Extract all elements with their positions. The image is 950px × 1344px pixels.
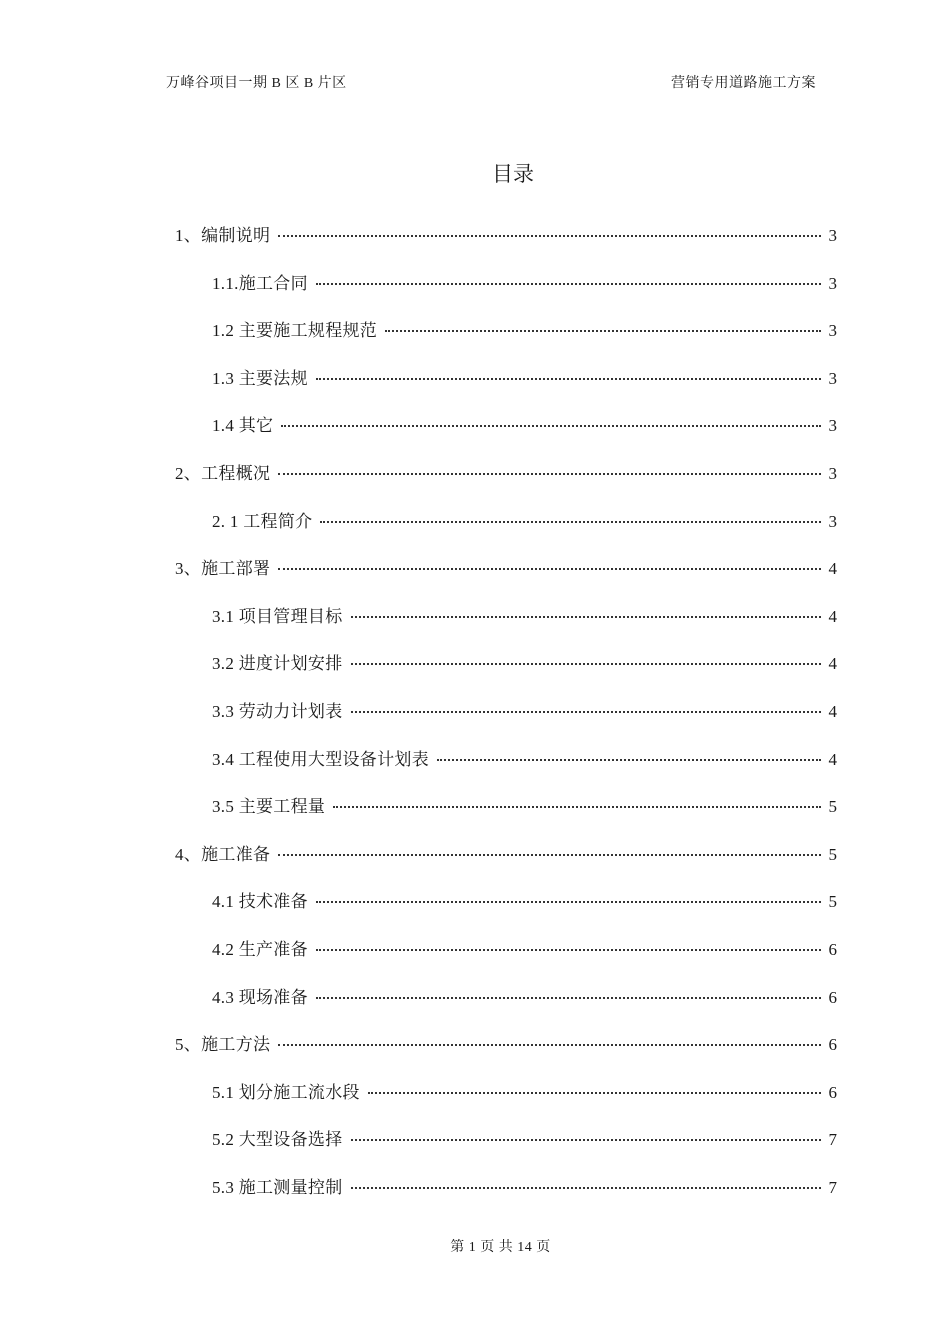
toc-entry-page-number: 3 — [828, 463, 837, 483]
toc-entry-page-number: 3 — [828, 511, 837, 531]
toc-dot-leader — [437, 759, 821, 761]
toc-entry[interactable] — [175, 270, 837, 318]
toc-entry-page-number: 5 — [828, 892, 837, 912]
toc-entry-text: 3.4 工程使用大型设备计划表 — [212, 749, 429, 769]
toc-entry[interactable] — [175, 650, 837, 698]
toc-entry-text: 3.2 进度计划安排 — [212, 654, 343, 674]
toc-dot-leader — [278, 568, 821, 570]
toc-entry-page-number: 7 — [828, 1177, 837, 1197]
toc-dot-leader — [278, 1044, 821, 1046]
toc-entry[interactable] — [175, 555, 837, 603]
toc-entry-page-number: 4 — [828, 654, 837, 674]
toc-entry-page-number: 3 — [828, 273, 837, 293]
toc-entry-text: 5.2 大型设备选择 — [212, 1130, 343, 1150]
table-of-contents — [175, 222, 837, 1221]
toc-entry[interactable] — [175, 460, 837, 508]
toc-entry-text: 5.3 施工测量控制 — [212, 1177, 343, 1197]
toc-entry-text: 5.1 划分施工流水段 — [212, 1082, 360, 1102]
toc-entry[interactable] — [175, 412, 837, 460]
page-footer: 第 1 页 共 14 页 — [450, 1240, 551, 1255]
toc-entry[interactable] — [175, 1079, 837, 1127]
toc-entry-text: 4.2 生产准备 — [212, 939, 308, 959]
toc-dot-leader — [351, 711, 822, 713]
toc-entry[interactable] — [175, 746, 837, 794]
toc-entry[interactable] — [175, 603, 837, 651]
toc-entry-text: 2. 1 工程简介 — [212, 511, 313, 531]
toc-entry-text: 1.1.施工合同 — [212, 273, 308, 293]
toc-entry-page-number: 6 — [828, 1035, 837, 1055]
toc-dot-leader — [281, 425, 821, 427]
toc-entry-text: 1.4 其它 — [212, 416, 274, 436]
toc-entry-page-number: 3 — [828, 321, 837, 341]
toc-dot-leader — [351, 1187, 822, 1189]
toc-entry-text: 2、工程概况 — [175, 463, 271, 483]
toc-entry-page-number: 4 — [828, 606, 837, 626]
toc-dot-leader — [278, 854, 821, 856]
toc-dot-leader — [320, 521, 821, 523]
toc-dot-leader — [351, 663, 822, 665]
toc-entry-text: 3.5 主要工程量 — [212, 797, 326, 817]
toc-entry-page-number: 4 — [828, 701, 837, 721]
toc-entry-text: 3.1 项目管理目标 — [212, 606, 343, 626]
toc-entry-page-number: 5 — [828, 797, 837, 817]
toc-dot-leader — [316, 283, 821, 285]
toc-entry[interactable] — [175, 841, 837, 889]
toc-dot-leader — [278, 235, 821, 237]
toc-entry-page-number: 6 — [828, 987, 837, 1007]
toc-entry-text: 4.3 现场准备 — [212, 987, 308, 1007]
toc-entry[interactable] — [175, 365, 837, 413]
toc-entry-text: 3、施工部署 — [175, 559, 271, 579]
header-document-title: 营销专用道路施工方案 — [671, 76, 816, 91]
toc-entry-page-number: 4 — [828, 559, 837, 579]
toc-entry[interactable] — [175, 1126, 837, 1174]
toc-entry-page-number: 4 — [828, 749, 837, 769]
toc-dot-leader — [351, 616, 822, 618]
toc-entry-text: 4、施工准备 — [175, 844, 271, 864]
toc-entry-text: 5、施工方法 — [175, 1035, 271, 1055]
toc-dot-leader — [316, 901, 821, 903]
toc-entry-text: 1、编制说明 — [175, 226, 271, 245]
toc-entry[interactable] — [175, 1174, 837, 1222]
toc-title: 目录 — [492, 162, 534, 186]
toc-entry[interactable] — [175, 508, 837, 556]
toc-entry-page-number: 6 — [828, 939, 837, 959]
toc-dot-leader — [368, 1092, 821, 1094]
toc-dot-leader — [351, 1139, 822, 1141]
toc-entry-page-number: 5 — [828, 844, 837, 864]
toc-entry[interactable] — [175, 888, 837, 936]
toc-entry[interactable] — [175, 984, 837, 1032]
toc-entry[interactable] — [175, 317, 837, 365]
header-project-name: 万峰谷项目一期 B 区 B 片区 — [166, 76, 347, 91]
toc-entry-text: 3.3 劳动力计划表 — [212, 701, 343, 721]
toc-dot-leader — [316, 378, 821, 380]
toc-entry[interactable] — [175, 222, 837, 270]
toc-entry-page-number: 3 — [828, 226, 837, 245]
toc-entry-page-number: 6 — [828, 1082, 837, 1102]
toc-entry-text: 4.1 技术准备 — [212, 892, 308, 912]
toc-entry-text: 1.2 主要施工规程规范 — [212, 321, 378, 341]
toc-entry[interactable] — [175, 936, 837, 984]
toc-dot-leader — [316, 997, 821, 999]
toc-entry-page-number: 3 — [828, 368, 837, 388]
toc-entry[interactable] — [175, 698, 837, 746]
toc-entry-page-number: 3 — [828, 416, 837, 436]
toc-dot-leader — [333, 806, 821, 808]
toc-dot-leader — [278, 473, 821, 475]
toc-entry[interactable] — [175, 793, 837, 841]
toc-entry-text: 1.3 主要法规 — [212, 368, 308, 388]
toc-dot-leader — [385, 330, 821, 332]
toc-entry[interactable] — [175, 1031, 837, 1079]
toc-entry-page-number: 7 — [828, 1130, 837, 1150]
toc-dot-leader — [316, 949, 821, 951]
